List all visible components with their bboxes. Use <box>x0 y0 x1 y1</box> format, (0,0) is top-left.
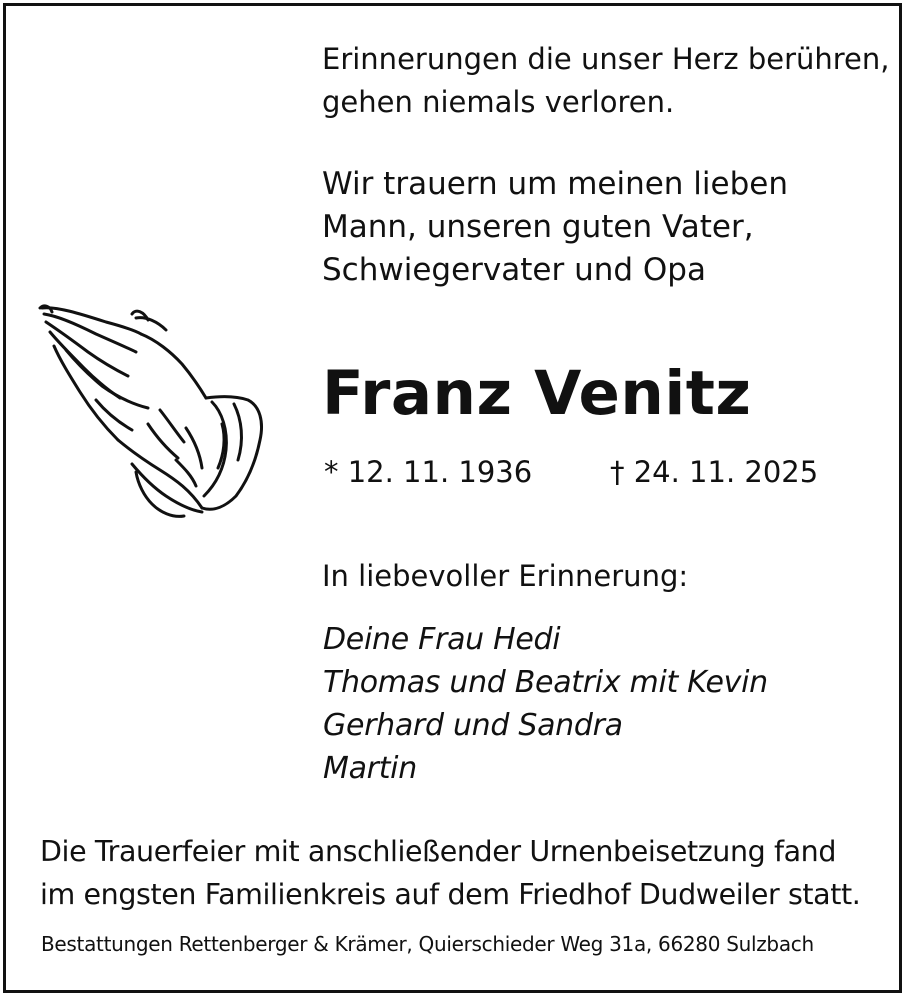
notice-line: Die Trauerfeier mit anschließender Urnenbeisetzung fand <box>40 835 837 868</box>
life-dates <box>324 452 884 492</box>
memorial-quote <box>322 38 890 124</box>
undertaker-footer: Bestattungen Rettenberger & Krämer, Quierschieder Weg 31a, 66280 Sulzbach <box>41 932 814 956</box>
mourning-text <box>322 163 882 292</box>
quote-line: gehen niemals verloren. <box>322 85 675 119</box>
praying-hands-icon <box>36 300 268 522</box>
death-date: † 24. 11. 2025 <box>610 455 819 489</box>
family-member: Thomas und Beatrix mit Kevin <box>323 665 768 700</box>
funeral-notice <box>40 830 880 916</box>
birth-date: * 12. 11. 1936 <box>324 455 533 489</box>
family-member: Gerhard und Sandra <box>323 708 623 743</box>
notice-line: im engsten Familienkreis auf dem Friedhof Dudweiler statt. <box>40 878 861 911</box>
mourning-line: Mann, unseren guten Vater, <box>322 209 754 245</box>
remembrance-heading-text: In liebevoller Erinnerung: <box>322 559 689 593</box>
family-list <box>323 618 768 790</box>
family-member: Deine Frau Hedi <box>323 622 561 657</box>
deceased-name: Franz Venitz <box>322 358 752 429</box>
family-member: Martin <box>323 751 417 786</box>
mourning-line: Wir trauern um meinen lieben <box>322 166 788 202</box>
mourning-line: Schwiegervater und Opa <box>322 252 706 288</box>
quote-line: Erinnerungen die unser Herz berühren, <box>322 42 890 76</box>
remembrance-heading <box>322 556 882 596</box>
